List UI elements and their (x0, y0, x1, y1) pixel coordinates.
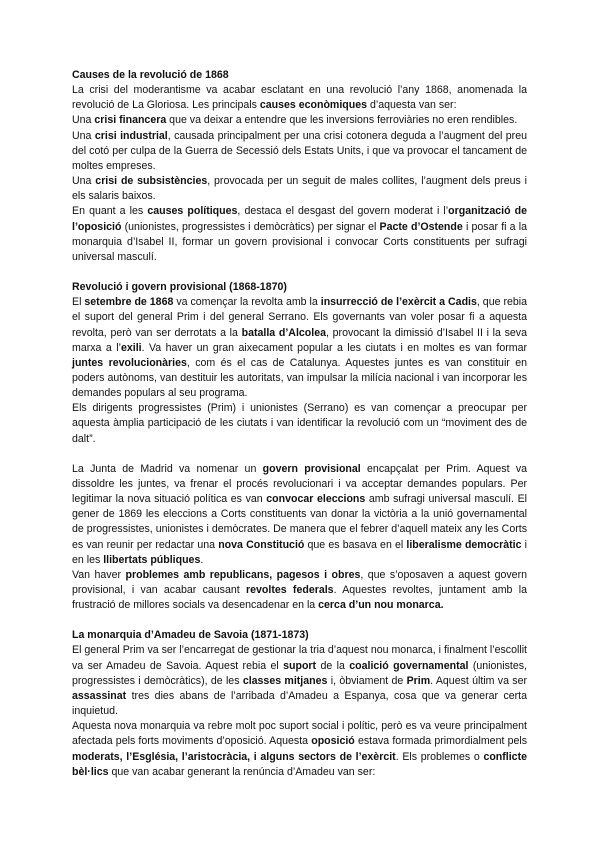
paragraph: Els dirigents progressistes (Prim) i unionistes (Serrano) es van començar a preocupar per aquesta àmplia participació de les ciutats i van identificar la revolució com un “moviment des de dalt”. (72, 402, 527, 445)
paragraph: El setembre de 1868 va començar la revolta amb la insurrecció de l’exèrcit a Cadis, que rebia el suport del general Prim i del general Serrano. Els governants van voler posar fi a aquesta revolta, però van ser derrotats a la batalla d’Alcolea, provocant la dimissió d’Isabel II i la seva marxa a l’exili. Va haver un gran aixecament popular a les ciutats i en moltes es van formar juntes revolucionàries, com és el cas de Catalunya. Aquestes juntes es van constituir en poders autònoms, van destituir les autoritats, van impulsar la milícia nacional i van incorporar les demandes populars al seu programa. (72, 296, 527, 400)
document-page (72, 68, 527, 780)
paragraph: La crisi del moderantisme va acabar esclatant en una revolució l’any 1868, anomenada la revolució de La Gloriosa. Les principals causes econòmiques d’aquesta van ser: (72, 84, 527, 112)
paragraph: El general Prim va ser l’encarregat de gestionar la tria d’aquest nou monarca, i finalment l’escollit va ser Amadeu de Savoia. Aquest rebia el suport de la coalició governamental (unionistes, progressistes i demòcràtics), de les classes mitjanes i, òbviament de Prim. Aquest últim va ser assassinat tres dies abans de l’arribada d’Amadeu a Espanya, cosa que va generar certa inquietud. (72, 644, 528, 718)
section-title-revolucio: Revolució i govern provisional (1868-1870) (72, 281, 287, 294)
paragraph: Una crisi financera que va deixar a entendre que les inversions ferroviàries no eren rendibles. (72, 114, 518, 127)
paragraph: Van haver problemes amb republicans, pagesos i obres, que s’oposaven a aquest govern provisional, i van acabar causant revoltes federals. Aquestes revoltes, juntament amb la frustració de millores socials va desencadenar en la cerca d’un nou monarca. (72, 568, 527, 612)
paragraph: Una crisi de subsistències, provocada per un seguit de males collites, l’augment dels preus i els salaris baixos. (72, 175, 527, 203)
section-title-amadeu: La monarquia d’Amadeu de Savoia (1871-1873) (72, 629, 309, 642)
paragraph: En quant a les causes polítiques, destaca el desgast del govern moderat i l’organització de l’oposició (unionistes, progressistes i demòcràtics) per signar el Pacte d’Ostende i posar fi a la monarquia d’Isabel II, formar un govern provisional i convocar Corts constituents per sufragi universal masculí. (72, 205, 528, 263)
paragraph: La Junta de Madrid va nomenar un govern provisional encapçalat per Prim. Aquest va dissoldre les juntes, va frenar el procés revolucionari i va acceptar demandes populars. Per legitimar la nova situació política es van convocar eleccions amb sufragi universal masculí. El gener de 1869 les eleccions a Corts constituents van donar la victòria a la unió governamental de progressistes, unionistes i demòcrates. De manera que el febrer d’aquell mateix any les Corts es van reunir per redactar una nova Constitució que es basava en el liberalisme democràtic i en les llibertats públiques. (72, 462, 528, 566)
paragraph: Una crisi industrial, causada principalment per una crisi cotonera deguda a l’augment del preu del cotó per culpa de la Guerra de Secessió dels Estats Units, i que va provocar el tancament de moltes empreses. (72, 129, 527, 172)
paragraph: Aquesta nova monarquia va rebre molt poc suport social i polític, però es va veure principalment afectada pels forts moviments d’oposició. Aquesta oposició estava formada primordialment pels moderats, l’Església, l’aristocràcia, i alguns sectors de l’exèrcit. Els problemes o conflicte bèl·lics que van acabar generant la renúncia d’Amadeu van ser: (72, 720, 527, 778)
section-title-causes: Causes de la revolució de 1868 (72, 69, 229, 81)
